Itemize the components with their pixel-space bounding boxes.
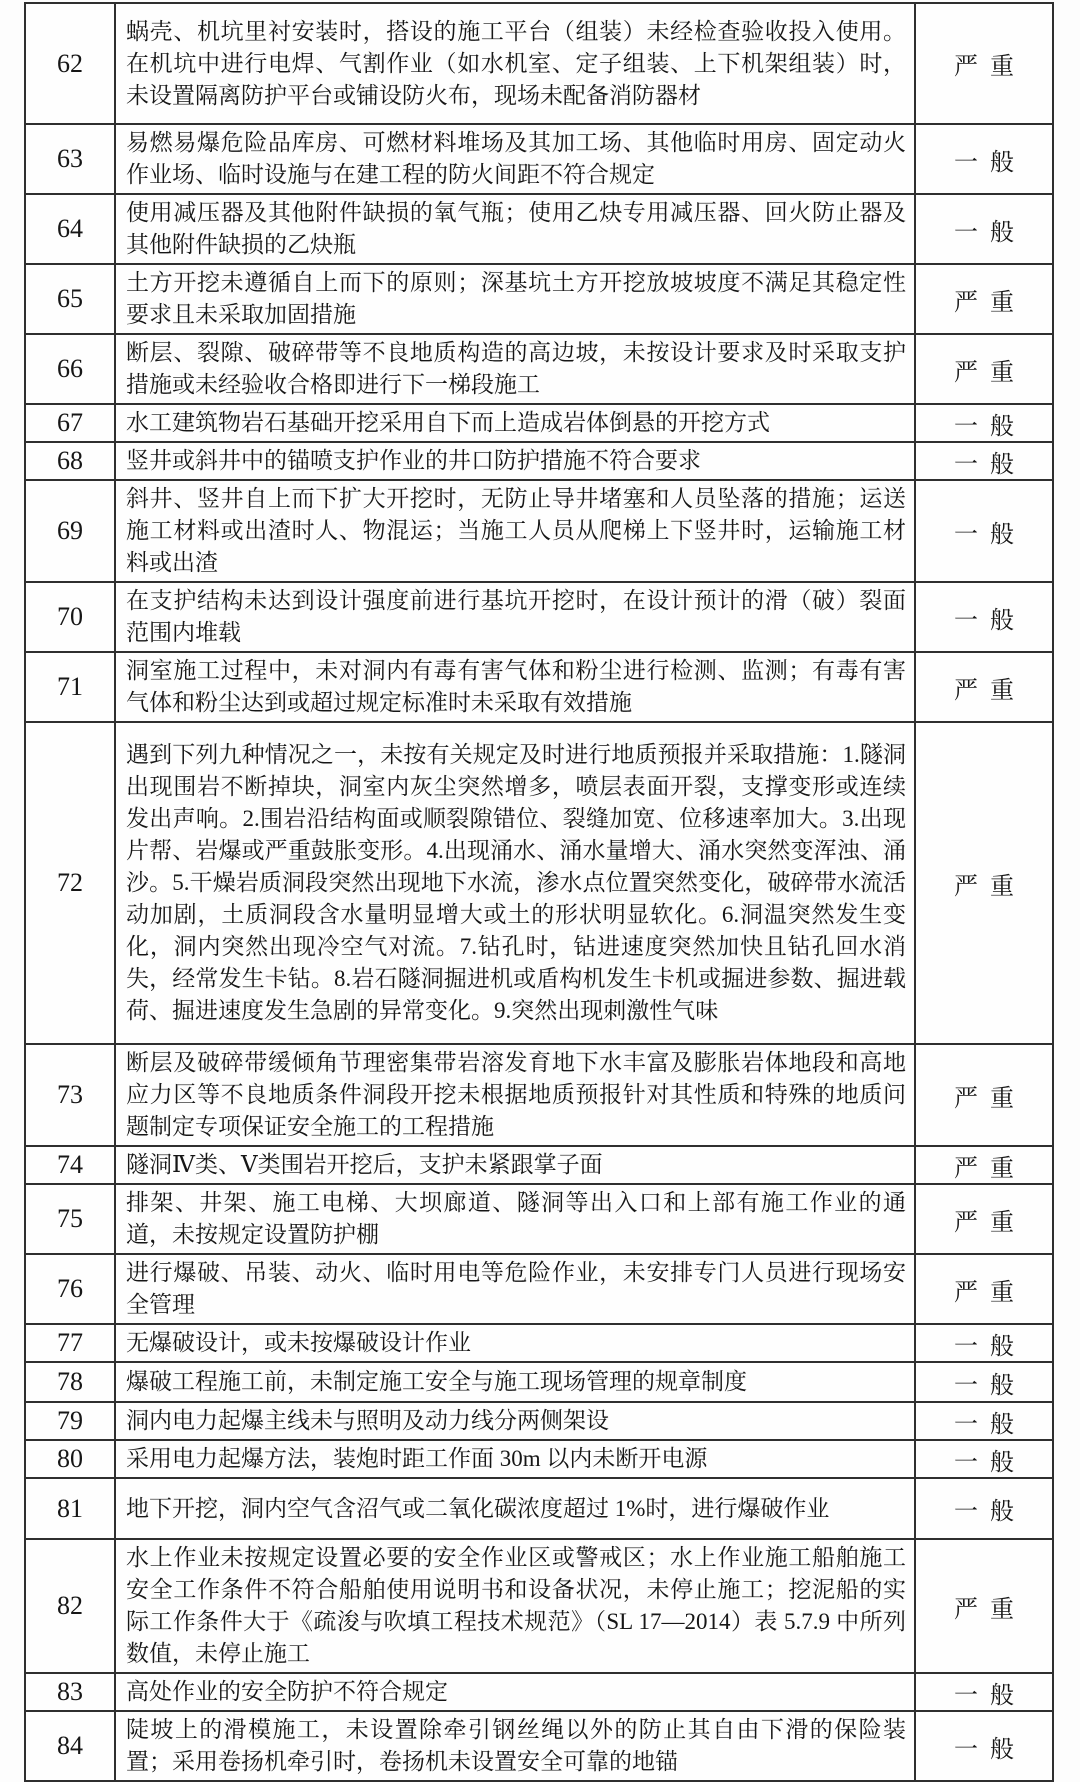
row-description: 蜗壳、机坑里衬安装时，搭设的施工平台（组装）未经检查验收投入使用。在机坑中进行电焊、气割作业（如水机室、定子组装、上下机架组装）时，未设置隔离防护平台或铺设防火布，现场未配备消防器材 [126, 18, 906, 108]
row-number: 81 [26, 1479, 116, 1538]
table-row [26, 195, 1052, 265]
row-number: 79 [26, 1403, 116, 1439]
row-number: 83 [26, 1674, 116, 1710]
row-severity: 一般 [954, 521, 1026, 548]
row-description: 进行爆破、吊装、动火、临时用电等危险作业，未安排专门人员进行现场安全管理 [126, 1260, 906, 1317]
table-row [26, 443, 1052, 481]
row-severity: 严重 [954, 289, 1026, 316]
table-row [26, 723, 1052, 1045]
row-description: 隧洞Ⅳ类、Ⅴ类围岩开挖后，支护未紧跟掌子面 [126, 1152, 603, 1177]
row-severity: 一般 [954, 1333, 1026, 1360]
table-row [26, 583, 1052, 653]
table-row [26, 4, 1052, 125]
row-severity: 严重 [954, 359, 1026, 386]
row-description: 水工建筑物岩石基础开挖采用自下而上造成岩体倒悬的开挖方式 [126, 410, 770, 435]
row-number: 73 [26, 1045, 116, 1145]
row-description: 洞内电力起爆主线未与照明及动力线分两侧架设 [126, 1408, 609, 1433]
row-number: 82 [26, 1540, 116, 1672]
row-description: 无爆破设计，或未按爆破设计作业 [126, 1330, 471, 1355]
hazard-table [24, 2, 1054, 1782]
row-severity: 一般 [954, 1736, 1026, 1763]
row-severity: 严重 [954, 873, 1026, 900]
row-description: 使用减压器及其他附件缺损的氧气瓶；使用乙炔专用减压器、回火防止器及其他附件缺损的乙炔瓶 [126, 200, 906, 257]
row-number: 67 [26, 405, 116, 441]
row-severity: 一般 [954, 1372, 1026, 1399]
row-description: 高处作业的安全防护不符合规定 [126, 1679, 448, 1704]
row-severity: 严重 [954, 677, 1026, 704]
row-severity: 严重 [954, 54, 1026, 80]
table-row [26, 1712, 1052, 1780]
row-description: 水上作业未按规定设置必要的安全作业区或警戒区；水上作业施工船舶施工安全工作条件不符合船舶使用说明书和设备状况，未停止施工；挖泥船的实际工作条件大于《疏浚与吹填工程技术规范》（SL 17—2014）表 5.7.9 中所列数值，未停止施工 [126, 1545, 906, 1666]
row-description: 陡坡上的滑模施工，未设置除牵引钢丝绳以外的防止其自由下滑的保险装置；采用卷扬机牵引时，卷扬机未设置安全可靠的地锚 [126, 1717, 906, 1774]
row-severity: 一般 [954, 607, 1026, 634]
table-row [26, 1255, 1052, 1325]
row-number: 63 [26, 125, 116, 193]
row-number: 64 [26, 195, 116, 263]
row-severity: 一般 [954, 219, 1026, 246]
row-severity: 严重 [954, 1155, 1026, 1182]
row-description: 洞室施工过程中，未对洞内有毒有害气体和粉尘进行检测、监测；有毒有害气体和粉尘达到或超过规定标准时未采取有效措施 [126, 658, 906, 715]
row-description: 排架、井架、施工电梯、大坝廊道、隧洞等出入口和上部有施工作业的通道，未按规定设置防护棚 [126, 1190, 906, 1247]
row-description: 断层、裂隙、破碎带等不良地质构造的高边坡，未按设计要求及时采取支护措施或未经验收合格即进行下一梯段施工 [126, 340, 906, 397]
row-number: 71 [26, 653, 116, 721]
row-description: 竖井或斜井中的锚喷支护作业的井口防护措施不符合要求 [126, 448, 701, 473]
row-number: 72 [26, 723, 116, 1043]
table-row [26, 265, 1052, 335]
row-severity: 一般 [954, 413, 1026, 440]
row-severity: 一般 [954, 149, 1026, 176]
row-description: 斜井、竖井自上而下扩大开挖时，无防止导井堵塞和人员坠落的措施；运送施工材料或出渣时人、物混运；当施工人员从爬梯上下竖井时，运输施工材料或出渣 [126, 486, 906, 575]
table-row [26, 1325, 1052, 1363]
row-number: 65 [26, 265, 116, 333]
table-row [26, 1674, 1052, 1712]
row-description: 在支护结构未达到设计强度前进行基坑开挖时，在设计预计的滑（破）裂面范围内堆载 [126, 588, 906, 645]
row-severity: 严重 [954, 1085, 1026, 1112]
row-number: 76 [26, 1255, 116, 1323]
row-number: 77 [26, 1325, 116, 1361]
table-row [26, 1363, 1052, 1403]
table-row [26, 1479, 1052, 1540]
table-row [26, 125, 1052, 195]
table-row [26, 1185, 1052, 1255]
row-number: 75 [26, 1185, 116, 1253]
row-severity: 严重 [954, 1279, 1026, 1306]
table-row [26, 1045, 1052, 1147]
row-severity: 严重 [954, 1596, 1026, 1623]
table-row [26, 653, 1052, 723]
row-severity: 一般 [954, 1411, 1026, 1438]
row-number: 74 [26, 1147, 116, 1183]
row-number: 80 [26, 1441, 116, 1477]
row-number: 62 [26, 4, 116, 123]
row-description: 地下开挖，洞内空气含沼气或二氧化碳浓度超过 1%时，进行爆破作业 [126, 1495, 830, 1521]
row-description: 爆破工程施工前，未制定施工安全与施工现场管理的规章制度 [126, 1369, 747, 1394]
table-row [26, 1147, 1052, 1185]
table-row [26, 405, 1052, 443]
row-severity: 一般 [954, 451, 1026, 478]
row-number: 68 [26, 443, 116, 479]
row-description: 断层及破碎带缓倾角节理密集带岩溶发育地下水丰富及膨胀岩体地段和高地应力区等不良地质条件洞段开挖未根据地质预报针对其性质和特殊的地质问题制定专项保证安全施工的工程措施 [126, 1050, 906, 1139]
table-row [26, 335, 1052, 405]
table-row [26, 1540, 1052, 1674]
row-number: 84 [26, 1712, 116, 1780]
row-severity: 严重 [954, 1209, 1026, 1236]
row-number: 69 [26, 481, 116, 581]
row-severity: 一般 [954, 1449, 1026, 1476]
row-description: 土方开挖未遵循自上而下的原则；深基坑土方开挖放坡坡度不满足其稳定性要求且未采取加固措施 [126, 270, 906, 327]
row-description: 采用电力起爆方法，装炮时距工作面 30m 以内未断开电源 [126, 1446, 708, 1471]
row-number: 66 [26, 335, 116, 403]
row-severity: 一般 [954, 1499, 1026, 1525]
table-row [26, 1441, 1052, 1479]
row-severity: 一般 [954, 1682, 1026, 1709]
row-description: 易燃易爆危险品库房、可燃材料堆场及其加工场、其他临时用房、固定动火作业场、临时设施与在建工程的防火间距不符合规定 [126, 130, 906, 187]
row-number: 78 [26, 1363, 116, 1401]
row-description: 遇到下列九种情况之一，未按有关规定及时进行地质预报并采取措施：1.隧洞出现围岩不断掉块，洞室内灰尘突然增多，喷层表面开裂，支撑变形或连续发出声响。2.围岩沿结构面或顺裂隙错位、裂缝加宽、位移速率加大。3.出现片帮、岩爆或严重鼓胀变形。4.出现涌水、涌水量增大、涌水突然变浑浊、涌沙。5.干燥岩质洞段突然出现地下水流，渗水点位置突然变化，破碎带水流活动加剧，土质洞段含水量明显增大或土的形状明显软化。6.洞温突然发生变化，洞内突然出现冷空气对流。7.钻孔时，钻进速度突然加快且钻孔回水消失，经常发生卡钻。8.岩石隧洞掘进机或盾构机发生卡机或掘进参数、掘进载荷、掘进速度发生急剧的异常变化。9.突然出现刺激性气味 [126, 742, 906, 1023]
table-row [26, 481, 1052, 583]
table-row [26, 1403, 1052, 1441]
row-number: 70 [26, 583, 116, 651]
